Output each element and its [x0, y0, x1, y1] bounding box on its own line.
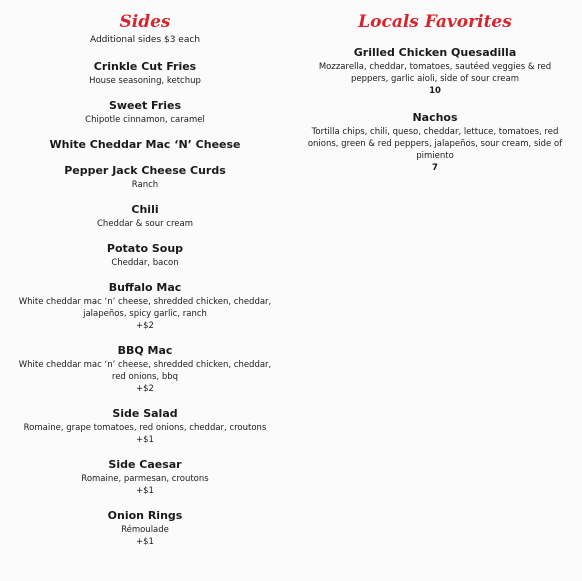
item-name: Grilled Chicken Quesadilla: [353, 46, 517, 59]
item-price: +$1: [136, 486, 154, 496]
item-name: Pepper Jack Cheese Curds: [64, 164, 226, 177]
item-description: Cheddar, bacon: [111, 258, 179, 268]
item-price: 7: [432, 163, 438, 173]
favorites-list: [300, 46, 570, 174]
sides-list: [0, 60, 290, 548]
item-price: +$1: [136, 435, 154, 445]
menu-item: [302, 111, 568, 174]
item-name: Sweet Fries: [108, 99, 182, 112]
item-price: +$1: [136, 537, 154, 547]
item-description: House seasoning, ketchup: [89, 76, 201, 86]
item-name: Crinkle Cut Fries: [93, 60, 197, 73]
item-name: Potato Soup: [106, 242, 184, 255]
item-price: 10: [429, 86, 441, 96]
item-description: Cheddar & sour cream: [97, 219, 193, 229]
item-name: Onion Rings: [107, 509, 183, 522]
sides-subtitle: Additional sides $3 each: [89, 35, 201, 45]
menu-item: [302, 46, 568, 97]
item-description: Tortilla chips, chili, queso, cheddar, lettuce, tomatoes, red onions, green & red peppers, jalapeños, sour cream, side of pimiento: [307, 127, 563, 161]
sides-heading: Sides: [119, 12, 171, 32]
menu-item: [0, 242, 290, 269]
item-price: +$2: [136, 384, 154, 394]
item-description: Chipotle cinnamon, caramel: [85, 115, 205, 125]
menu-item: [0, 203, 290, 230]
item-description: White cheddar mac ‘n’ cheese, shredded chicken, cheddar, jalapeños, spicy garlic, ranch: [18, 297, 272, 319]
menu-item: [0, 458, 290, 497]
menu-item: [0, 164, 290, 191]
locals-favorites-section: [300, 0, 570, 174]
menu-item: [0, 60, 290, 87]
menu-item: [0, 344, 290, 395]
favorites-heading: Locals Favorites: [358, 12, 512, 32]
item-description: White cheddar mac ‘n’ cheese, shredded chicken, cheddar, red onions, bbq: [18, 360, 272, 382]
menu-item: [0, 138, 290, 152]
item-description: Rémoulade: [121, 525, 169, 535]
item-name: Side Salad: [112, 407, 178, 420]
menu-item: [0, 99, 290, 126]
menu-item: [0, 509, 290, 548]
item-name: Nachos: [412, 111, 458, 124]
menu-item: [0, 407, 290, 446]
item-name: BBQ Mac: [117, 344, 173, 357]
item-description: Ranch: [131, 180, 159, 190]
item-name: Chili: [131, 203, 159, 216]
item-name: Buffalo Mac: [108, 281, 182, 294]
item-name: White Cheddar Mac ‘N’ Cheese: [49, 138, 241, 151]
item-price: +$2: [136, 321, 154, 331]
item-description: Romaine, grape tomatoes, red onions, cheddar, croutons: [23, 423, 267, 433]
sides-section: [0, 0, 290, 548]
item-description: Romaine, parmesan, croutons: [81, 474, 209, 484]
item-name: Side Caesar: [108, 458, 182, 471]
item-description: Mozzarella, cheddar, tomatoes, sautéed veggies & red peppers, garlic aioli, side of sour cream: [318, 62, 552, 84]
menu-item: [0, 281, 290, 332]
